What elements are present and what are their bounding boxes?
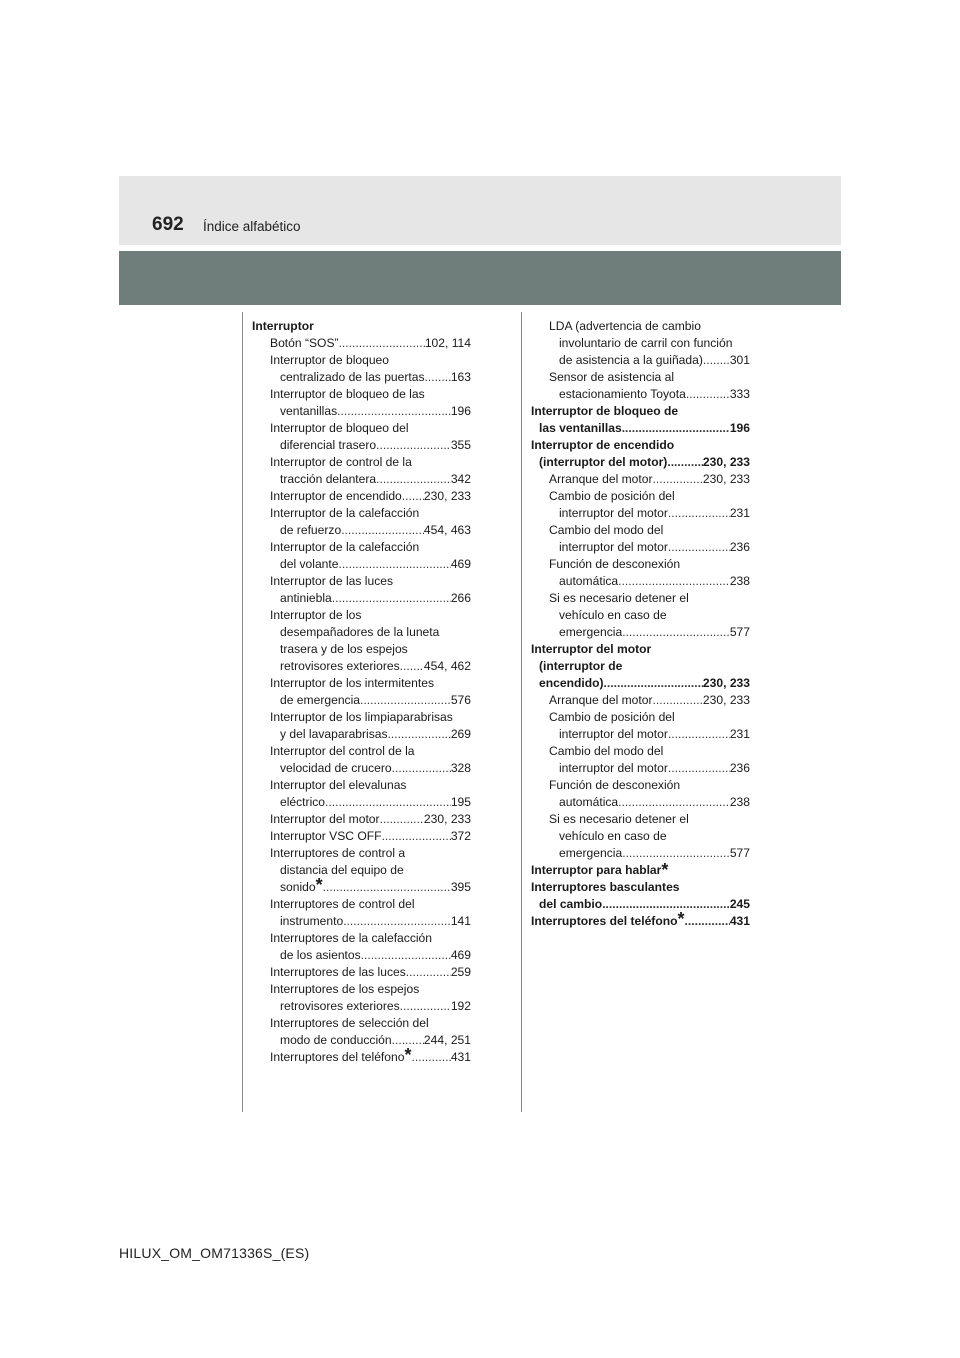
entry-term: Interruptores de la calefacción	[270, 931, 433, 945]
entry-term: (interruptor de	[539, 659, 623, 673]
index-entry: Interruptores del teléfono * ..... 431	[531, 913, 750, 930]
dot-leader	[685, 913, 730, 930]
index-entry: sonido * ..... 395	[252, 879, 471, 896]
entry-term: Interruptor de bloqueo del	[270, 421, 409, 435]
index-entry	[531, 437, 750, 454]
index-entry	[531, 675, 750, 692]
entry-term: de asistencia a la guiñada)	[559, 353, 703, 367]
entry-term: Cambio de posición del	[549, 710, 675, 724]
section-title: Índice alfabético	[203, 219, 301, 234]
entry-term: Interruptor del elevalunas	[270, 778, 407, 792]
index-entry	[252, 505, 471, 522]
entry-term: distancia del equipo de	[280, 863, 404, 877]
index-entry	[252, 777, 471, 794]
entry-term: interruptor del motor	[559, 727, 668, 741]
index-entry	[531, 709, 750, 726]
index-entry	[531, 352, 750, 369]
entry-page-ref: 469	[450, 557, 471, 571]
entry-page-ref: 230, 233	[702, 676, 750, 690]
entry-page-ref: 269	[450, 727, 471, 741]
entry-page-ref: 230, 233	[702, 472, 750, 486]
index-entry	[252, 896, 471, 913]
entry-term: Interruptores del teléfono	[270, 1050, 405, 1064]
entry-term: Interruptor VSC OFF	[270, 829, 382, 843]
dot-leader	[667, 454, 703, 471]
entry-term: automática	[559, 574, 619, 588]
entry-term: Interruptor de encendido	[270, 489, 402, 503]
dot-leader	[400, 658, 424, 675]
entry-page-ref: 454, 463	[423, 523, 471, 537]
index-entry	[252, 352, 471, 369]
asterisk-mark: *	[661, 860, 669, 880]
index-entry	[252, 675, 471, 692]
index-entry	[252, 590, 471, 607]
index-entry	[252, 658, 471, 675]
entry-term: de refuerzo	[280, 523, 342, 537]
entry-term: del cambio	[539, 897, 603, 911]
index-entry	[252, 811, 471, 828]
index-entry	[531, 845, 750, 862]
entry-page-ref: 395	[450, 880, 471, 894]
entry-term: Interruptor de bloqueo de las	[270, 387, 425, 401]
dot-leader	[360, 692, 451, 709]
entry-term: automática	[559, 795, 619, 809]
dot-leader	[337, 403, 451, 420]
index-entry	[531, 369, 750, 386]
entry-page-ref: 196	[729, 421, 750, 435]
index-entry	[531, 777, 750, 794]
index-entry	[252, 964, 471, 981]
index-entry	[252, 369, 471, 386]
entry-page-ref: 372	[450, 829, 471, 843]
index-entry	[252, 1032, 471, 1049]
dot-leader	[343, 913, 451, 930]
index-entry	[252, 998, 471, 1015]
index-entry	[252, 556, 471, 573]
index-entry	[252, 913, 471, 930]
entry-page-ref: 355	[450, 438, 471, 452]
dot-leader	[622, 845, 730, 862]
entry-term: Cambio del modo del	[549, 523, 664, 537]
index-entry: Interruptores del teléfono * ..... 431	[252, 1049, 471, 1066]
entry-term: Interruptor del control de la	[270, 744, 415, 758]
entry-term: Interruptores de selección del	[270, 1016, 429, 1030]
index-entry	[531, 658, 750, 675]
entry-term: sonido	[280, 880, 316, 894]
dot-leader	[400, 998, 451, 1015]
entry-term: interruptor del motor	[559, 761, 668, 775]
index-entry	[252, 539, 471, 556]
entry-term: las ventanillas	[539, 421, 622, 435]
dot-leader	[653, 692, 703, 709]
entry-page-ref: 230, 233	[423, 489, 471, 503]
index-entry	[531, 318, 750, 335]
index-column-1	[252, 318, 471, 1066]
entry-term: Sensor de asistencia al	[549, 370, 675, 384]
index-entry	[531, 573, 750, 590]
index-entry	[252, 692, 471, 709]
entry-term: velocidad de crucero	[280, 761, 392, 775]
entry-page-ref: 577	[729, 625, 750, 639]
entry-term: y del lavaparabrisas	[280, 727, 388, 741]
index-entry	[252, 981, 471, 998]
entry-term: Interruptor de los	[270, 608, 362, 622]
entry-term: centralizado de las puertas	[280, 370, 425, 384]
dot-leader	[622, 624, 730, 641]
index-entry	[531, 760, 750, 777]
index-entry	[252, 641, 471, 658]
entry-term: interruptor del motor	[559, 506, 668, 520]
entry-term: Interruptor de la calefacción	[270, 540, 420, 554]
index-entry	[252, 573, 471, 590]
entry-term: estacionamiento Toyota	[559, 387, 686, 401]
index-entry	[531, 420, 750, 437]
index-entry	[252, 845, 471, 862]
index-entry	[252, 1015, 471, 1032]
index-entry	[531, 590, 750, 607]
entry-term: Interruptor de los limpiaparabrisas	[270, 710, 453, 724]
column-divider-left	[242, 312, 243, 1112]
index-entry	[531, 522, 750, 539]
entry-page-ref: 230, 233	[702, 455, 750, 469]
dot-leader	[703, 352, 730, 369]
entry-term: modo de conducción	[280, 1033, 392, 1047]
entry-page-ref: 244, 251	[423, 1033, 471, 1047]
entry-page-ref: 576	[450, 693, 471, 707]
entry-term: Interruptor para hablar	[531, 863, 662, 877]
dot-leader	[339, 556, 451, 573]
dot-leader	[618, 794, 730, 811]
index-entry	[252, 335, 471, 352]
dot-leader	[376, 471, 451, 488]
entry-term: emergencia	[559, 625, 623, 639]
entry-page-ref: 195	[450, 795, 471, 809]
dot-leader	[411, 1049, 450, 1066]
entry-term: Interruptor del motor	[270, 812, 380, 826]
index-entry	[252, 760, 471, 777]
index-entry	[252, 471, 471, 488]
entry-term: Interruptor de los intermitentes	[270, 676, 435, 690]
entry-term: de los asientos	[280, 948, 361, 962]
page-number: 692	[152, 214, 184, 235]
entry-term: Botón “SOS”	[270, 336, 339, 350]
entry-term: interruptor del motor	[559, 540, 668, 554]
index-entry	[531, 454, 750, 471]
entry-term: de emergencia	[280, 693, 361, 707]
entry-page-ref: 431	[729, 914, 750, 928]
entry-page-ref: 259	[450, 965, 471, 979]
entry-page-ref: 236	[729, 761, 750, 775]
entry-term: Interruptor de bloqueo de	[531, 404, 679, 418]
entry-term: vehículo en caso de	[559, 829, 667, 843]
index-entry	[252, 420, 471, 437]
index-entry	[252, 386, 471, 403]
dot-leader	[406, 964, 451, 981]
entry-term: (interruptor del motor)	[539, 455, 668, 469]
index-entry	[531, 335, 750, 352]
entry-page-ref: 196	[450, 404, 471, 418]
dot-leader	[686, 386, 730, 403]
index-entry	[252, 862, 471, 879]
index-entry	[252, 709, 471, 726]
dot-leader	[323, 879, 451, 896]
entry-term: Interruptor del motor	[531, 642, 652, 656]
dot-leader	[668, 726, 730, 743]
index-entry	[252, 437, 471, 454]
entry-page-ref: 238	[729, 795, 750, 809]
entry-page-ref: 301	[729, 353, 750, 367]
index-entry	[252, 947, 471, 964]
entry-term: Interruptor	[252, 319, 314, 333]
index-entry	[252, 624, 471, 641]
entry-term: del volante	[280, 557, 339, 571]
entry-page-ref: 245	[729, 897, 750, 911]
index-entry	[252, 403, 471, 420]
entry-page-ref: 342	[450, 472, 471, 486]
entry-page-ref: 141	[450, 914, 471, 928]
entry-term: Cambio del modo del	[549, 744, 664, 758]
entry-term: Cambio de posición del	[549, 489, 675, 503]
dot-leader	[332, 590, 451, 607]
index-entry	[531, 386, 750, 403]
dot-leader	[388, 726, 451, 743]
column-divider-right	[521, 312, 522, 1112]
dot-leader	[392, 760, 451, 777]
entry-term: Interruptor de encendido	[531, 438, 675, 452]
index-entry	[252, 794, 471, 811]
dot-leader	[622, 420, 730, 437]
entry-page-ref: 333	[729, 387, 750, 401]
dot-leader	[339, 335, 425, 352]
index-column-2	[531, 318, 750, 930]
index-entry	[252, 743, 471, 760]
index-entry	[531, 488, 750, 505]
entry-term: Interruptor de las luces	[270, 574, 394, 588]
entry-page-ref: 236	[729, 540, 750, 554]
index-entry	[252, 930, 471, 947]
index-entry	[531, 607, 750, 624]
index-entry	[531, 896, 750, 913]
index-entry	[531, 794, 750, 811]
entry-page-ref: 431	[450, 1050, 471, 1064]
entry-term: Interruptor de bloqueo	[270, 353, 390, 367]
footer-doc-code: HILUX_OM_OM71336S_(ES)	[119, 1245, 310, 1261]
index-entry	[252, 522, 471, 539]
entry-term: Interruptores de las luces	[270, 965, 406, 979]
entry-page-ref: 230, 233	[423, 812, 471, 826]
entry-term: antiniebla	[280, 591, 332, 605]
index-entry	[531, 505, 750, 522]
index-entry	[531, 556, 750, 573]
entry-page-ref: 328	[450, 761, 471, 775]
dot-leader	[604, 675, 703, 692]
entry-term: Si es necesario detener el	[549, 591, 689, 605]
entry-term: eléctrico	[280, 795, 326, 809]
entry-page-ref: 163	[450, 370, 471, 384]
entry-term: LDA (advertencia de cambio	[549, 319, 701, 333]
entry-page-ref: 238	[729, 574, 750, 588]
entry-term: Arranque del motor	[549, 472, 653, 486]
entry-term: diferencial trasero	[280, 438, 377, 452]
index-entry	[531, 641, 750, 658]
entry-term: Interruptores del teléfono	[531, 914, 678, 928]
dot-leader	[668, 539, 730, 556]
entry-term: instrumento	[280, 914, 344, 928]
index-entry	[531, 743, 750, 760]
entry-page-ref: 454, 462	[423, 659, 471, 673]
dot-leader	[425, 369, 451, 386]
dot-leader	[668, 505, 730, 522]
entry-term: Interruptor de la calefacción	[270, 506, 420, 520]
index-entry	[531, 471, 750, 488]
dot-leader	[376, 437, 451, 454]
index-entry	[531, 862, 750, 879]
entry-term: Interruptor de control de la	[270, 455, 412, 469]
index-entry	[252, 488, 471, 505]
index-entry	[531, 692, 750, 709]
index-entry	[252, 454, 471, 471]
dot-leader	[653, 471, 703, 488]
dot-leader	[382, 828, 451, 845]
entry-term: retrovisores exteriores	[280, 999, 400, 1013]
entry-term: Interruptores basculantes	[531, 880, 680, 894]
entry-page-ref: 230, 233	[702, 693, 750, 707]
dot-leader	[602, 896, 730, 913]
dot-leader	[618, 573, 730, 590]
entry-term: Interruptores de control del	[270, 897, 415, 911]
dot-leader	[668, 760, 730, 777]
entry-term: tracción delantera	[280, 472, 377, 486]
entry-term: ventanillas	[280, 404, 338, 418]
index-entry	[531, 403, 750, 420]
index-entry	[531, 624, 750, 641]
dot-leader	[380, 811, 424, 828]
entry-term: trasera y de los espejos	[280, 642, 408, 656]
header-top-bar	[119, 176, 841, 245]
entry-page-ref: 102, 114	[424, 336, 471, 350]
index-entry	[531, 539, 750, 556]
index-entry	[252, 828, 471, 845]
entry-term: desempañadores de la luneta	[280, 625, 440, 639]
dot-leader	[402, 488, 424, 505]
entry-term: Arranque del motor	[549, 693, 653, 707]
entry-term: Interruptores de control a	[270, 846, 406, 860]
entry-term: encendido)	[539, 676, 604, 690]
index-entry	[252, 607, 471, 624]
entry-term: Función de desconexión	[549, 778, 681, 792]
entry-term: involuntario de carril con función	[559, 336, 733, 350]
entry-term: vehículo en caso de	[559, 608, 667, 622]
entry-term: emergencia	[559, 846, 623, 860]
dot-leader	[341, 522, 424, 539]
index-entry	[531, 828, 750, 845]
entry-page-ref: 192	[450, 999, 471, 1013]
entry-page-ref: 577	[729, 846, 750, 860]
index-entry	[252, 318, 471, 335]
entry-page-ref: 469	[450, 948, 471, 962]
entry-term: Si es necesario detener el	[549, 812, 689, 826]
header-band	[119, 251, 841, 305]
entry-term: Función de desconexión	[549, 557, 681, 571]
entry-page-ref: 231	[729, 506, 750, 520]
entry-term: retrovisores exteriores	[280, 659, 400, 673]
entry-page-ref: 231	[729, 727, 750, 741]
entry-term: Interruptores de los espejos	[270, 982, 420, 996]
index-entry	[531, 726, 750, 743]
entry-page-ref: 266	[450, 591, 471, 605]
index-entry	[531, 879, 750, 896]
index-entry	[252, 726, 471, 743]
index-entry	[531, 811, 750, 828]
dot-leader	[325, 794, 451, 811]
dot-leader	[361, 947, 451, 964]
